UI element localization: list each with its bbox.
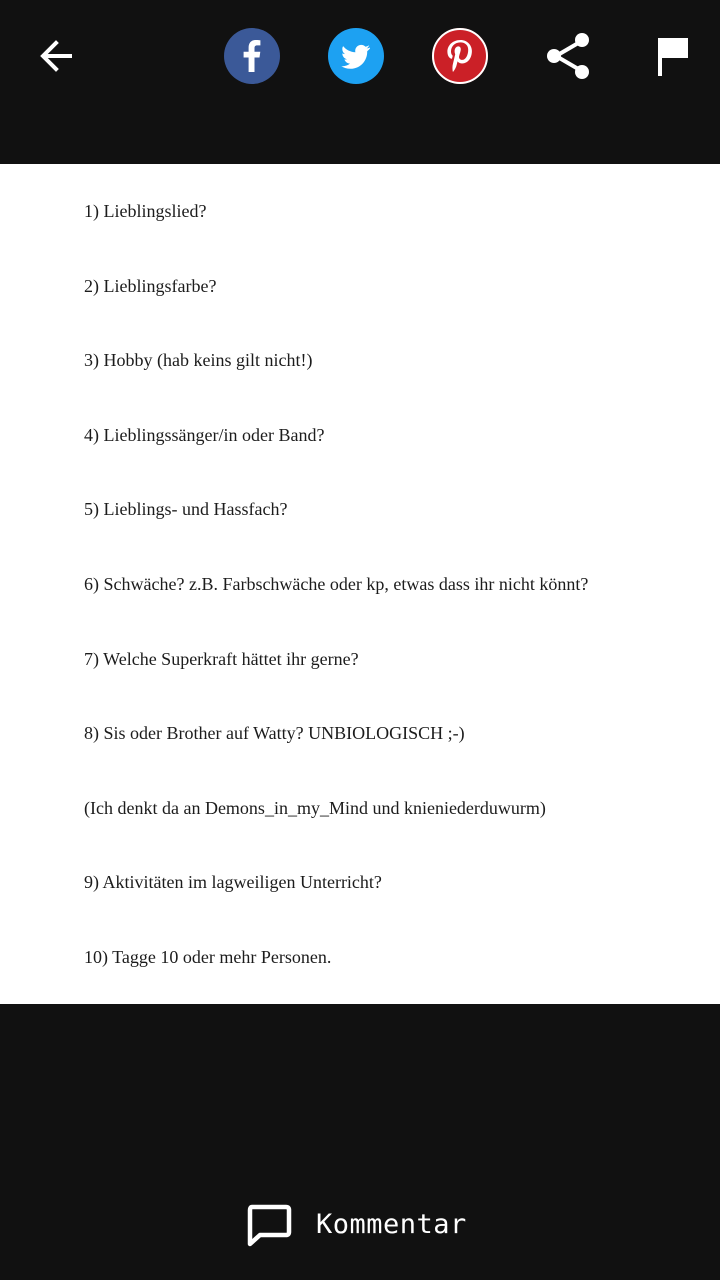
question-image	[0, 164, 720, 1004]
question-2: 2) Lieblingsfarbe?	[84, 275, 217, 296]
facebook-share-button[interactable]	[224, 28, 280, 84]
report-button[interactable]	[646, 28, 698, 84]
question-5: 5) Lieblings- und Hassfach?	[84, 499, 288, 520]
question-7: 7) Welche Superkraft hättet ihr gerne?	[84, 648, 359, 669]
share-icon	[542, 30, 594, 82]
top-toolbar	[0, 0, 720, 164]
share-button[interactable]	[538, 28, 598, 84]
pinterest-share-button[interactable]	[432, 28, 488, 84]
facebook-icon	[224, 28, 280, 84]
comment-button[interactable]	[244, 1196, 484, 1252]
question-6: 6) Schwäche? z.B. Farbschwäche oder kp, etwas dass ihr nicht könnt?	[84, 573, 589, 594]
question-3: 3) Hobby (hab keins gilt nicht!)	[84, 350, 313, 371]
comment-label: Kommentar	[316, 1208, 467, 1240]
twitter-icon	[328, 28, 384, 84]
twitter-share-button[interactable]	[328, 28, 384, 84]
back-arrow-icon	[36, 36, 76, 76]
flag-icon	[652, 32, 692, 80]
question-list	[84, 200, 704, 1021]
question-8: 8) Sis oder Brother auf Watty? UNBIOLOGISCH ;-)	[84, 723, 465, 744]
back-button[interactable]	[28, 30, 84, 82]
question-10: 10) Tagge 10 oder mehr Personen.	[84, 946, 332, 967]
question-1: 1) Lieblingslied?	[84, 201, 207, 221]
pinterest-icon	[432, 28, 488, 84]
question-9: 9) Aktivitäten im lagweiligen Unterricht?	[84, 872, 382, 893]
question-4: 4) Lieblingssänger/in oder Band?	[84, 424, 325, 445]
comment-bubble-icon	[244, 1198, 294, 1250]
question-8-note: (Ich denkt da an Demons_in_my_Mind und knieniederduwurm)	[84, 797, 546, 818]
